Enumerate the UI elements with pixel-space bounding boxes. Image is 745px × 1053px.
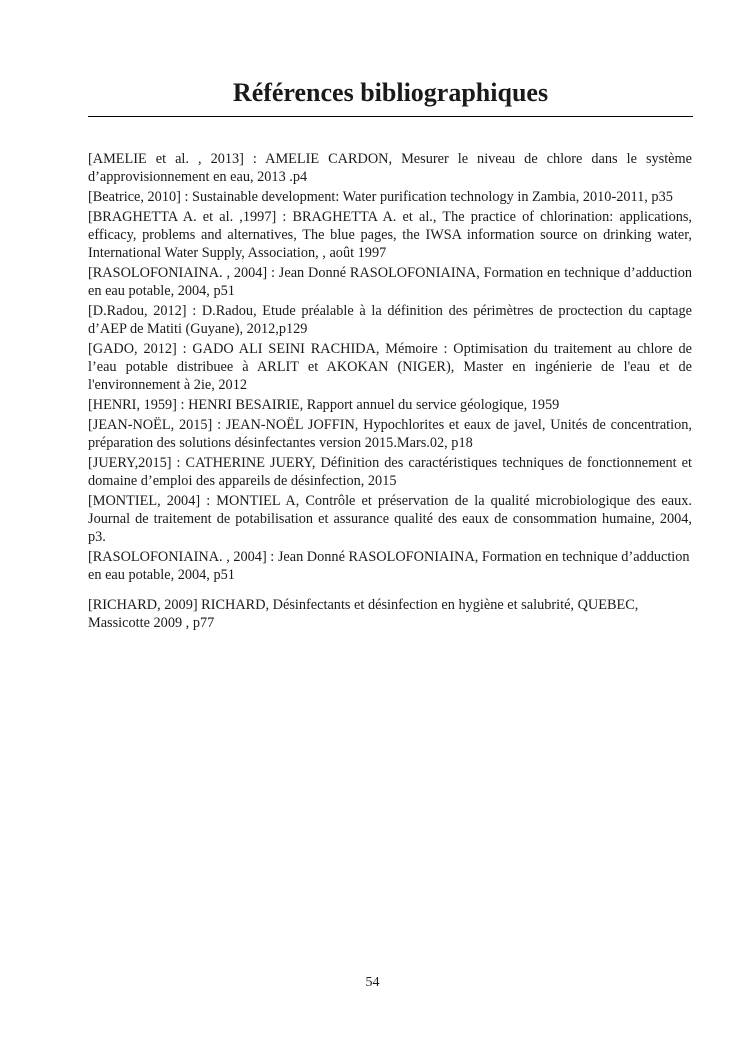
reference-item: [HENRI, 1959] : HENRI BESAIRIE, Rapport annuel du service géologique, 1959 <box>88 397 560 413</box>
reference-item: [BRAGHETTA A. et al. ,1997] : BRAGHETTA A. et al., The practice of chlorination: applications, efficacy, problems and alternatives, The blue pages, the IWSA information source on drinking water, International Water Supply, Association, , août 1997 <box>88 209 692 261</box>
reference-list <box>88 150 692 634</box>
reference-item: [MONTIEL, 2004] : MONTIEL A, Contrôle et préservation de la qualité microbiologique des eaux. Journal de traitement de potabilisation et assurance qualité des eaux de consommation humaine, 2004, p3. <box>88 493 692 545</box>
reference-item: [RICHARD, 2009] RICHARD, Désinfectants et désinfection en hygiène et salubrité, QUEBEC, Massicotte 2009 , p77 <box>88 597 639 631</box>
reference-item: [GADO, 2012] : GADO ALI SEINI RACHIDA, Mémoire : Optimisation du traitement au chlore de l’eau potable distribuee à ARLIT et AKOKAN (NIGER), Master en ingénierie de l'eau et de l'environnement à 2ie, 2012 <box>88 341 692 393</box>
reference-item: [RASOLOFONIAINA. , 2004] : Jean Donné RASOLOFONIAINA, Formation en technique d’adduction en eau potable, 2004, p51 <box>88 549 690 583</box>
page-number: 54 <box>365 975 380 990</box>
reference-item: [Beatrice, 2010] : Sustainable development: Water purification technology in Zambia, 2010-2011, p35 <box>88 189 673 205</box>
reference-item: [RASOLOFONIAINA. , 2004] : Jean Donné RASOLOFONIAINA, Formation en technique d’adduction en eau potable, 2004, p51 <box>88 265 692 299</box>
reference-item: [JUERY,2015] : CATHERINE JUERY, Définition des caractéristiques techniques de fonctionnement et domaine d’emploi des appareils de désinfection, 2015 <box>88 455 692 489</box>
title-divider <box>88 116 693 117</box>
reference-item: [AMELIE et al. , 2013] : AMELIE CARDON, Mesurer le niveau de chlore dans le système d’approvisionnement en eau, 2013 .p4 <box>88 151 692 185</box>
page-title: Références bibliographiques <box>232 78 549 107</box>
reference-item: [D.Radou, 2012] : D.Radou, Etude préalable à la définition des périmètres de proctection du captage d’AEP de Matiti (Guyane), 2012,p129 <box>88 303 692 337</box>
reference-item: [JEAN-NOËL, 2015] : JEAN-NOËL JOFFIN, Hypochlorites et eaux de javel, Unités de concentration, préparation des solutions désinfectantes version 2015.Mars.02, p18 <box>88 417 692 451</box>
